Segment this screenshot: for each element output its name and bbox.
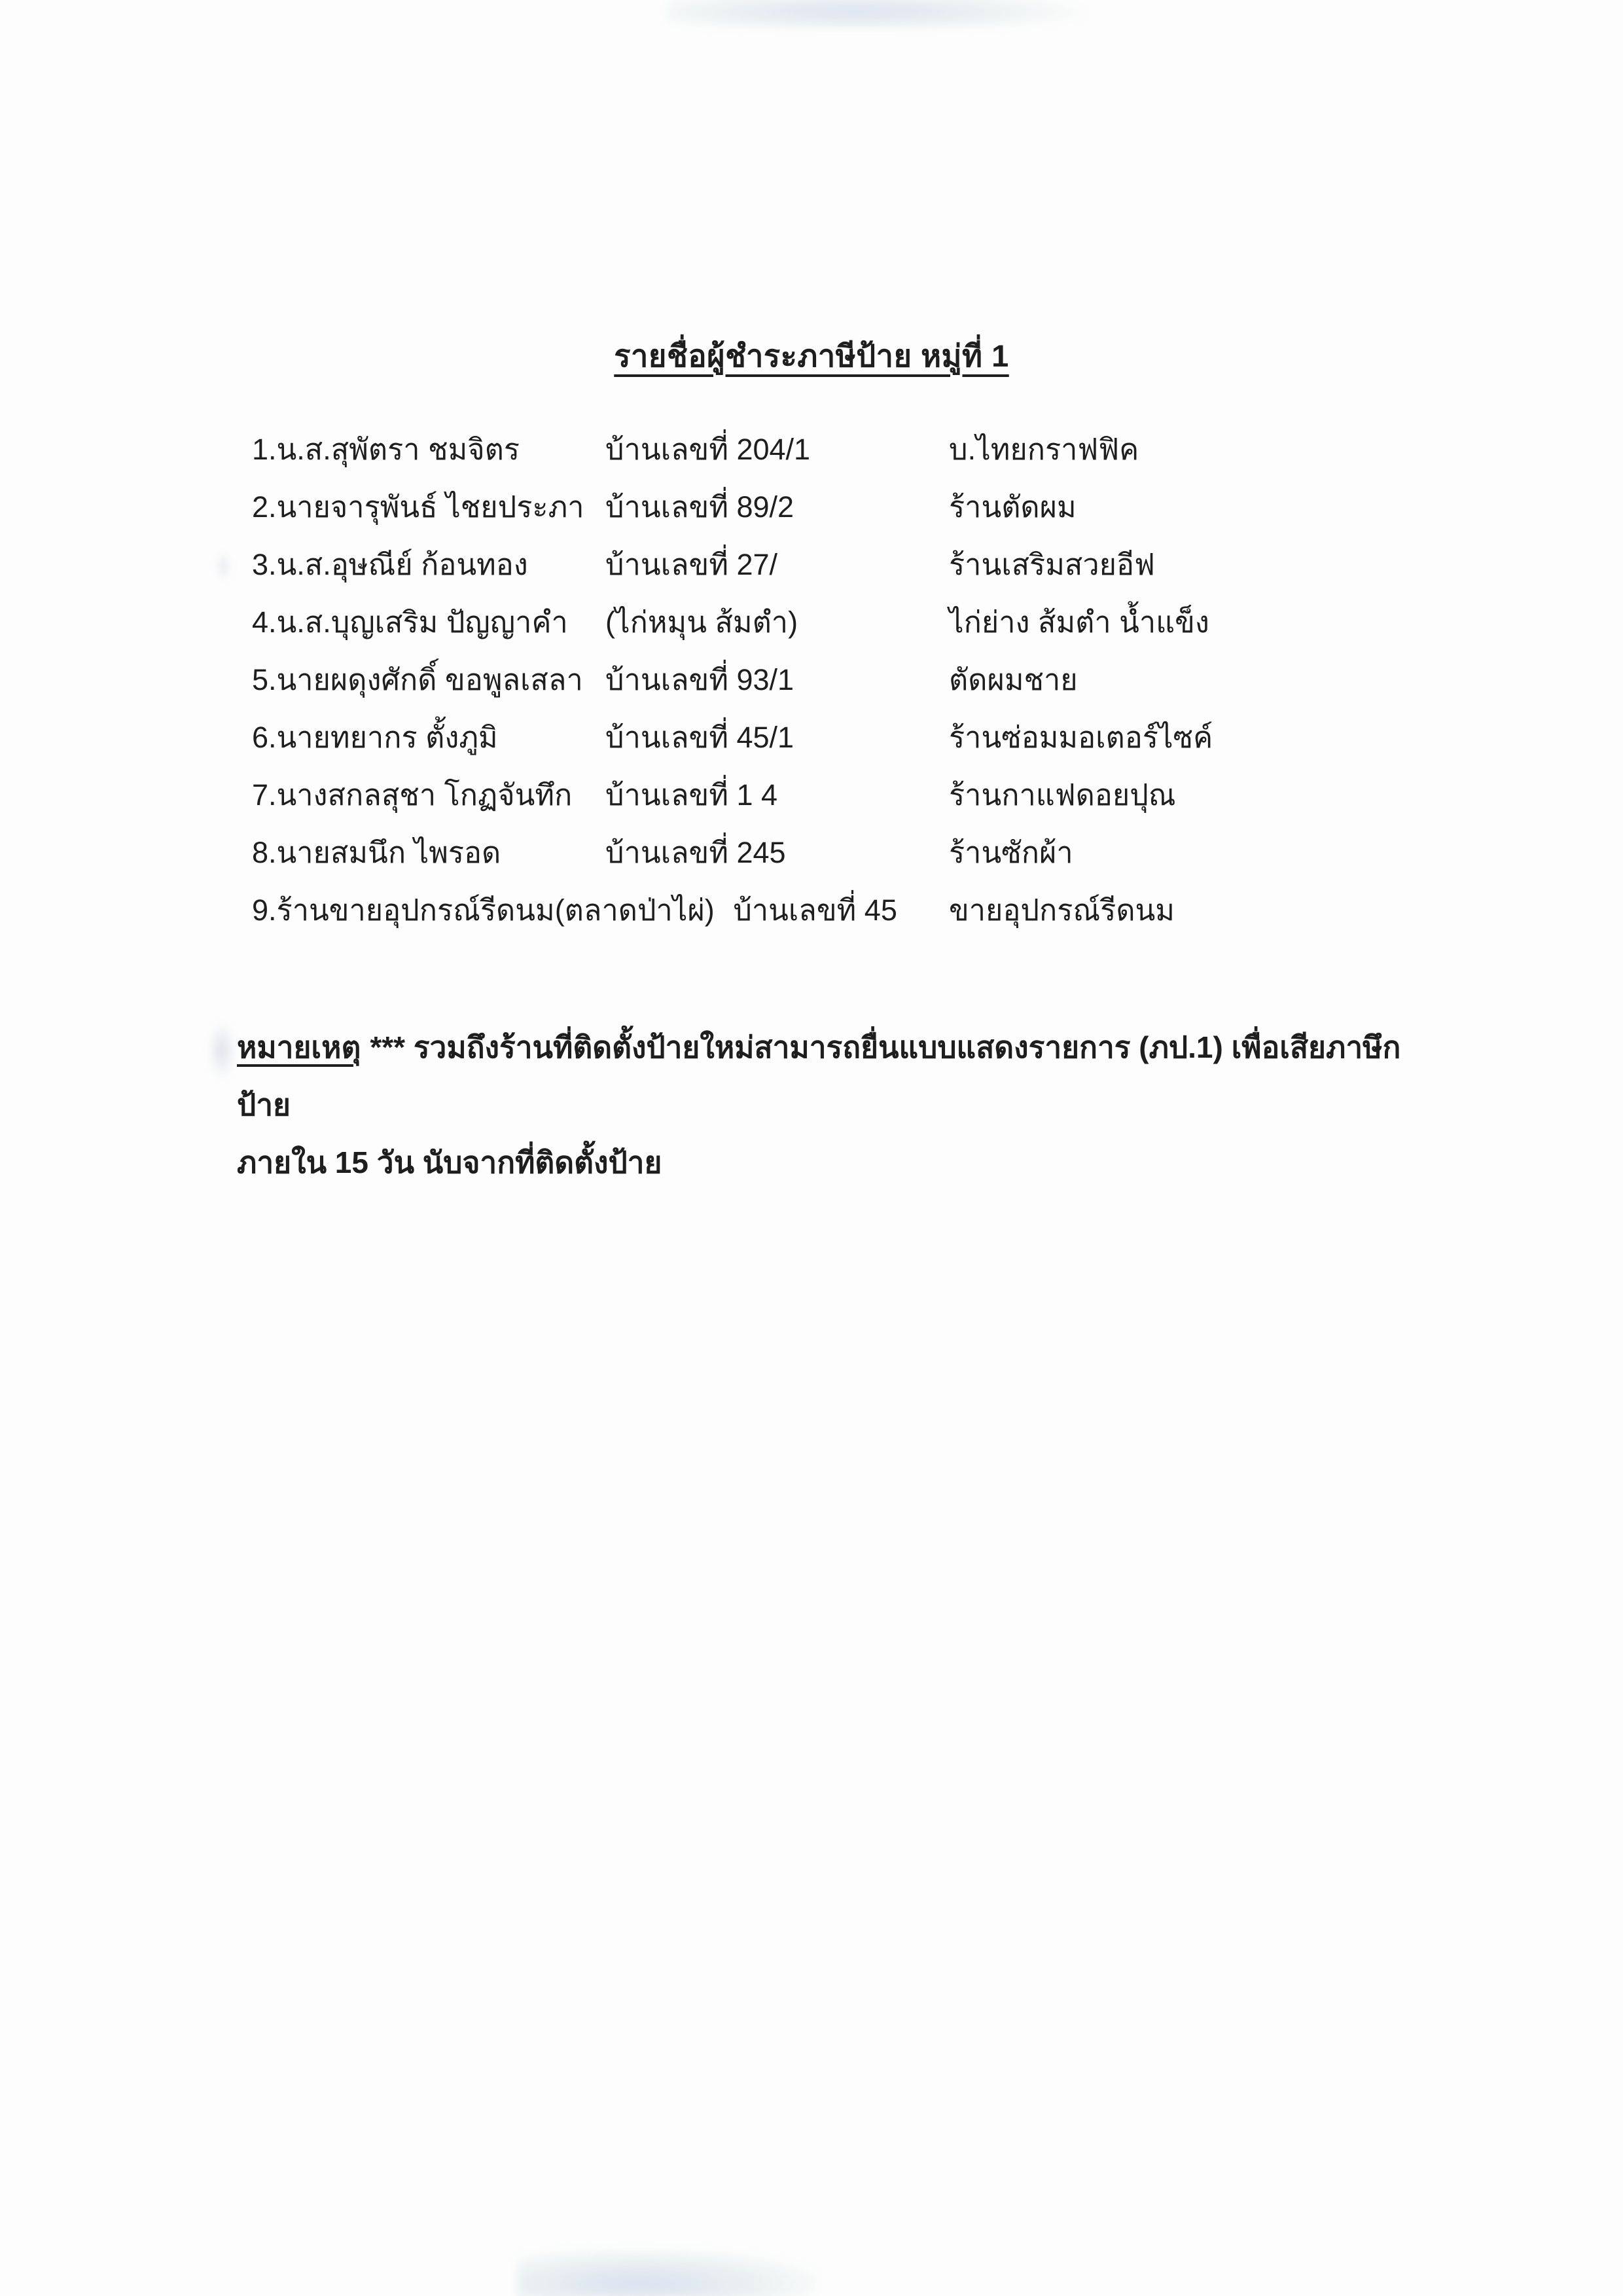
payer-name: 3.น.ส.อุษณีย์ ก้อนทอง bbox=[252, 548, 528, 581]
note-text-line2: ภายใน 15 วัน นับจากที่ติดตั้งป้าย bbox=[237, 1145, 662, 1179]
house-number: บ้านเลขที่ 89/2 bbox=[605, 490, 794, 524]
business-name: ร้านเสริมสวยอีฟ bbox=[949, 548, 1155, 581]
note-line-1 bbox=[237, 1018, 1427, 1134]
payer-name: 4.น.ส.บุญเสริม ปัญญาคำ bbox=[252, 605, 568, 639]
note-text-line1: *** รวมถึงร้านที่ติดตั้งป้ายใหม่สามารถยื่นแบบแสดงรายการ (ภป.1) เพื่อเสียภาษึกป้าย bbox=[237, 1030, 1401, 1122]
payer-name: 1.น.ส.สุพัตรา ชมจิตร bbox=[252, 433, 520, 466]
payer-name: 7.นางสกลสุชา โกฏจันทึก bbox=[252, 778, 573, 812]
scan-smudge-bottom bbox=[517, 2249, 818, 2296]
business-name: ไก่ย่าง ส้มตำ น้ำแข็ง bbox=[949, 605, 1209, 639]
scan-smudge-left-upper bbox=[208, 1021, 236, 1080]
list-item bbox=[252, 546, 1531, 603]
list-item bbox=[252, 431, 1531, 488]
list-item bbox=[252, 488, 1531, 546]
note-block bbox=[237, 1018, 1427, 1191]
house-number: บ้านเลขที่ 45 bbox=[733, 893, 897, 927]
payer-name: 6.นายทยากร ตั้งภูมิ bbox=[252, 721, 498, 754]
business-name: ร้านซ่อมมอเตอร์ไซค์ bbox=[949, 721, 1213, 754]
house-number: บ้านเลขที่ 27/ bbox=[605, 548, 778, 581]
list-item bbox=[252, 719, 1531, 776]
list-item bbox=[252, 776, 1531, 834]
payer-name: 2.นายจารุพันธ์ ไชยประภา bbox=[252, 490, 584, 524]
house-number: บ้านเลขที่ 245 bbox=[605, 836, 786, 869]
scan-smudge-left-lower bbox=[216, 551, 230, 581]
business-name: ตัดผมชาย bbox=[949, 663, 1078, 696]
taxpayer-list bbox=[252, 431, 1531, 949]
list-item bbox=[252, 603, 1531, 661]
business-name: บ.ไทยกราฟฟิค bbox=[949, 433, 1139, 466]
payer-name: 5.นายผดุงศักดิ์ ขอพูลเสลา bbox=[252, 663, 583, 696]
house-number: (ไก่หมุน ส้มตำ) bbox=[605, 605, 798, 639]
payer-name: 8.นายสมนึก ไพรอด bbox=[252, 836, 501, 869]
list-item bbox=[252, 661, 1531, 719]
list-item bbox=[252, 891, 1531, 949]
list-item bbox=[252, 834, 1531, 891]
house-number: บ้านเลขที่ 204/1 bbox=[605, 433, 811, 466]
house-number: บ้านเลขที่ 45/1 bbox=[605, 721, 794, 754]
payer-name: 9.ร้านขายอุปกรณ์รีดนม(ตลาดป่าไผ่) bbox=[252, 893, 715, 927]
house-number: บ้านเลขที่ 1 4 bbox=[605, 778, 778, 812]
house-number: บ้านเลขที่ 93/1 bbox=[605, 663, 794, 696]
business-name: ร้านตัดผม bbox=[949, 490, 1077, 524]
business-name: ร้านกาแฟดอยปุณ bbox=[949, 778, 1176, 812]
business-name: ขายอุปกรณ์รีดนม bbox=[949, 893, 1175, 927]
note-label: หมายเหตุ bbox=[237, 1030, 361, 1064]
business-name: ร้านซักผ้า bbox=[949, 836, 1073, 869]
page-title: รายชื่อผู้ชำระภาษีป้าย หมู่ที่ 1 bbox=[614, 338, 1009, 373]
scan-smudge-top bbox=[668, 0, 1086, 29]
